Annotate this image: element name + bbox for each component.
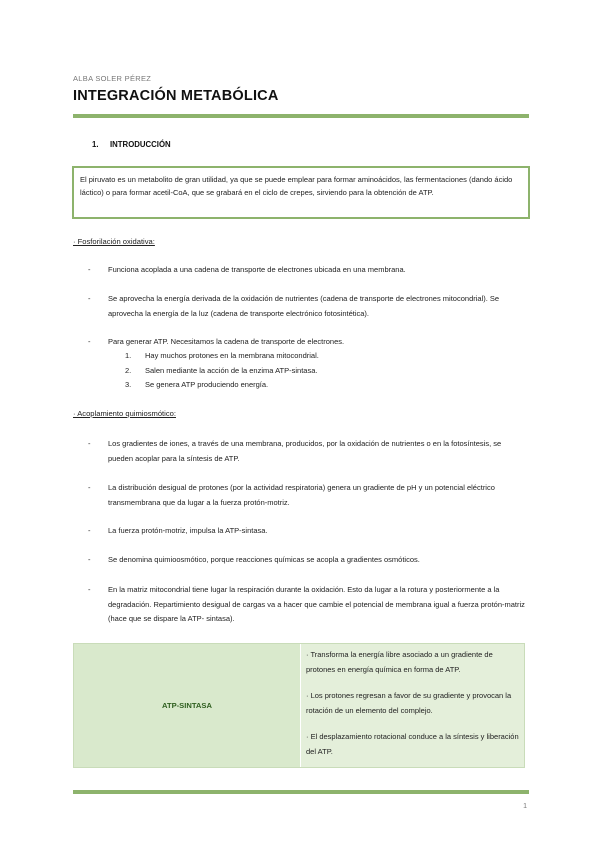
- dash-bullet-icon: -: [88, 585, 91, 594]
- table-label: ATP-SINTASA: [162, 701, 212, 710]
- list-item: [88, 292, 528, 321]
- list-item: [88, 481, 528, 510]
- list-item-text: Funciona acoplada a una cadena de transporte de electrones ubicada en una membrana.: [108, 265, 406, 274]
- numbered-item: 1. Hay muchos protones en la membrana mitocondrial.: [125, 351, 319, 360]
- list-item-text: Los gradientes de iones, a través de una membrana, producidos, por la oxidación de nutrientes o en la fotosíntesis, se pueden acoplar para la síntesis de ATP.: [108, 439, 502, 463]
- dash-bullet-icon: -: [88, 337, 91, 346]
- section-number: 1.: [92, 140, 99, 149]
- table-point: · Los protones regresan a favor de su gradiente y provocan la rotación de un elemento del complejo.: [306, 691, 512, 715]
- list-item: [88, 437, 528, 466]
- document-title: INTEGRACIÓN METABÓLICA: [73, 88, 279, 104]
- dash-bullet-icon: -: [88, 555, 91, 564]
- fosforilacion-heading: · Fosforilación oxidativa:: [73, 237, 155, 246]
- header-divider: [73, 114, 529, 118]
- section-title: INTRODUCCIÓN: [110, 140, 171, 149]
- table-point: · El desplazamiento rotacional conduce a la síntesis y liberación del ATP.: [306, 732, 519, 756]
- list-item-text: En la matriz mitocondrial tiene lugar la respiración durante la oxidación. Esto da lugar a la rotura y posteriormente a la degradación. Repartimiento desigual de cargas va a hacer que cambie el potencial de membrana igual a fuerza protón-matriz (hace que se dispare la ATP- sintasa).: [108, 585, 525, 623]
- numbered-list: [125, 349, 319, 393]
- intro-text: El piruvato es un metabolito de gran utilidad, ya que se puede emplear para formar aminoácidos, las fermentaciones (dando ácido láctico) o para formar acetil-CoA, que se grabará en el ciclo de crepes, sirviendo para la obtención de ATP.: [80, 175, 513, 197]
- dash-bullet-icon: -: [88, 439, 91, 448]
- footer-divider: [73, 790, 529, 794]
- author-name: ALBA SOLER PÉREZ: [73, 74, 152, 83]
- table-content-cell: [301, 644, 524, 767]
- dash-bullet-icon: -: [88, 483, 91, 492]
- list-item-text: Para generar ATP. Necesitamos la cadena de transporte de electrones.: [108, 337, 345, 346]
- list-item-text: La fuerza protón-motriz, impulsa la ATP-sintasa.: [108, 526, 268, 535]
- section-heading: [92, 140, 171, 149]
- list-item: [88, 553, 528, 568]
- list-item: [88, 263, 528, 278]
- list-item-text: Se denomina quimioosmótico, porque reacciones químicas se acopla a gradientes osmóticos.: [108, 555, 420, 564]
- atp-sintasa-table: [73, 643, 525, 768]
- list-item: [88, 583, 528, 627]
- intro-callout: [72, 166, 530, 219]
- dash-bullet-icon: -: [88, 526, 91, 535]
- list-item: [88, 524, 528, 539]
- table-point: · Transforma la energía libre asociado a un gradiente de protones en energía química en forma de ATP.: [306, 650, 493, 674]
- list-item: [88, 335, 528, 350]
- dash-bullet-icon: -: [88, 265, 91, 274]
- list-item-text: Se aprovecha la energía derivada de la oxidación de nutrientes (cadena de transporte de electrones mitocondrial). Se aprovecha la energía de la luz (cadena de transporte electrónico fotosintética).: [108, 294, 500, 318]
- acoplamiento-heading: · Acoplamiento quimiosmótico:: [73, 409, 176, 418]
- list-item-text: La distribución desigual de protones (por la actividad respiratoria) genera un gradiente de pH y un potencial eléctrico transmembrana que da lugar a la fuerza protón-motriz.: [108, 483, 495, 507]
- dash-bullet-icon: -: [88, 294, 91, 303]
- numbered-item: 3. Se genera ATP produciendo energía.: [125, 380, 269, 389]
- numbered-item: 2. Salen mediante la acción de la enzima ATP-sintasa.: [125, 365, 318, 375]
- table-label-cell: [74, 644, 301, 767]
- page-number: 1: [523, 803, 527, 810]
